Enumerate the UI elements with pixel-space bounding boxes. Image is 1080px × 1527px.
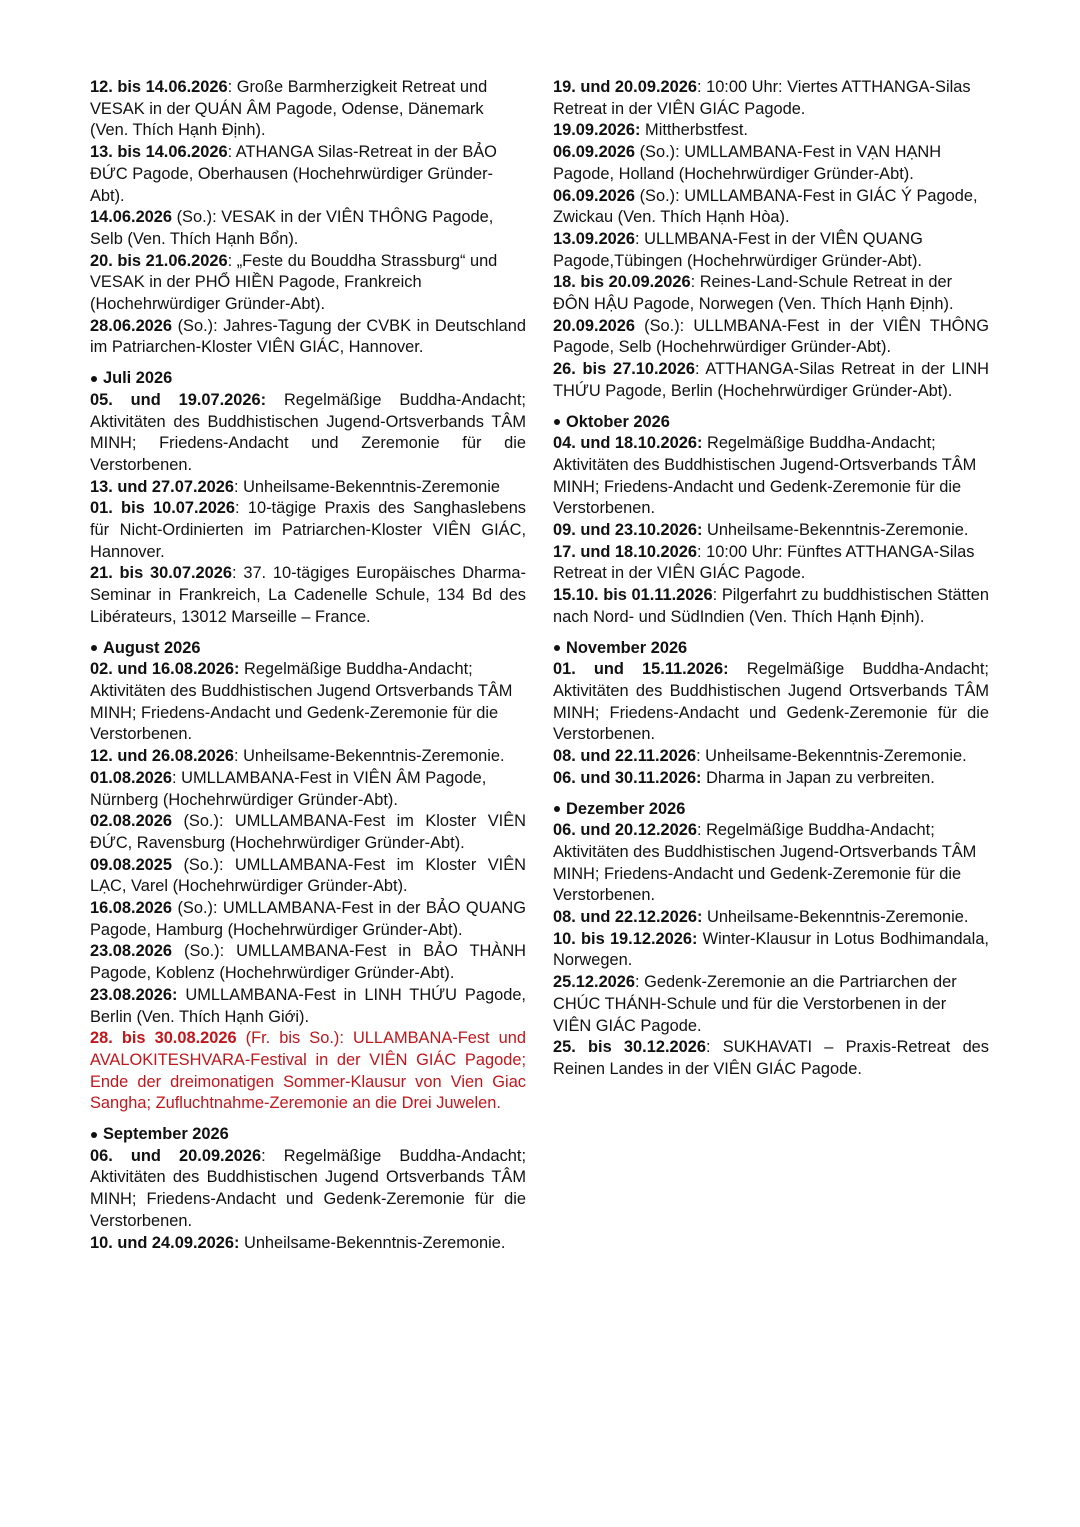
event-entry: 10. und 24.09.2026: Unheilsame-Bekenntnis-Zeremonie.: [90, 1233, 506, 1252]
event-entry: 06. und 20.12.2026: Regelmäßige Buddha-Andacht; Aktivitäten des Buddhistischen Jugend-Ortsverbands TÂM MINH; Friedens-Andacht und Gedenk-Zeremonie für die Verstorbenen.: [553, 821, 977, 905]
event-entry: 28.06.2026 (So.): Jahres-Tagung der CVBK in Deutschland im Patriarchen-Kloster VIÊN GIÁC, Hannover.: [90, 316, 526, 357]
bullet-icon: [554, 806, 560, 812]
event-entry-highlighted: 28. bis 30.08.2026 (Fr. bis So.): ULLAMBANA-Fest und AVALOKITESHVARA-Festival in der VIÊN GIÁC Pagode; Ende der dreimonatigen Sommer-Klausur von Vien Giac Sangha; Zufluchtnahme-Zeremonie an die Drei Juwelen.: [90, 1029, 526, 1113]
event-entry: 08. und 22.11.2026: Unheilsame-Bekenntnis-Zeremonie.: [553, 747, 967, 766]
event-entry: 18. bis 20.09.2026: Reines-Land-Schule Retreat in der ĐÔN HẬU Pagode, Norwegen (Ven. Thích Hạnh Định).: [553, 273, 954, 314]
event-entry: 19. und 20.09.2026: 10:00 Uhr: Viertes ATTHANGA-Silas Retreat in der VIÊN GIÁC Pagode.: [553, 78, 971, 118]
event-entry: 13.09.2026: ULLMBANA-Fest in der VIÊN QUANG Pagode,Tübingen (Hochehrwürdiger Gründer-Abt).: [553, 229, 923, 270]
event-entry: 25. bis 30.12.2026: SUKHAVATI – Praxis-Retreat des Reinen Landes in der VIÊN GIÁC Pagode.: [553, 1038, 989, 1078]
event-entry: 20.09.2026 (So.): ULLMBANA-Fest in der VIÊN THÔNG Pagode, Selb (Hochehrwürdiger Gründer-Abt).: [553, 316, 989, 357]
month-heading-august: August 2026: [90, 638, 526, 660]
event-entry: 01. und 15.11.2026: Regelmäßige Buddha-Andacht; Aktivitäten des Buddhistischen Jugend Ortsverbands TÂM MINH; Friedens-Andacht und Gedenk-Zeremonie für die Verstorbenen.: [553, 660, 989, 744]
event-entry: 10. bis 19.12.2026: Winter-Klausur in Lotus Bodhimandala, Norwegen.: [553, 929, 989, 970]
right-column: [553, 77, 989, 1081]
event-entry: 14.06.2026 (So.): VESAK in der VIÊN THÔNG Pagode, Selb (Ven. Thích Hạnh Bổn).: [90, 208, 494, 248]
event-entry: 21. bis 30.07.2026: 37. 10-tägiges Europäisches Dharma-Seminar in Frankreich, La Cadenelle Schule, 134 Bd des Libérateurs, 13012 Marseille – France.: [90, 564, 526, 626]
month-heading-oktober: Oktober 2026: [553, 412, 989, 434]
bullet-icon: [554, 645, 560, 651]
month-heading-juli: Juli 2026: [90, 368, 526, 390]
event-entry: 09. und 23.10.2026: Unheilsame-Bekenntnis-Zeremonie.: [553, 521, 969, 540]
event-entry: 08. und 22.12.2026: Unheilsame-Bekenntnis-Zeremonie.: [553, 908, 969, 927]
month-heading-november: November 2026: [553, 638, 989, 660]
event-entry: 13. bis 14.06.2026: ATHANGA Silas-Retreat in der BẢO ĐỨC Pagode, Oberhausen (Hochehrwürdiger Gründer-Abt).: [90, 143, 497, 205]
event-entry: 02. und 16.08.2026: Regelmäßige Buddha-Andacht; Aktivitäten des Buddhistischen Jugend Ortsverbands TÂM MINH; Friedens-Andacht und Gedenk-Zeremonie für die Verstorbenen.: [90, 660, 513, 744]
event-entry: 16.08.2026 (So.): UMLLAMBANA-Fest in der BẢO QUANG Pagode, Hamburg (Hochehrwürdiger Gründer-Abt).: [90, 899, 526, 939]
event-entry: 12. und 26.08.2026: Unheilsame-Bekenntnis-Zeremonie.: [90, 747, 505, 766]
event-entry: 05. und 19.07.2026: Regelmäßige Buddha-Andacht; Aktivitäten des Buddhistischen Jugend-Ortsverbands TÂM MINH; Friedens-Andacht und Zeremonie für die Verstorbenen.: [90, 390, 526, 474]
event-entry: 01. bis 10.07.2026: 10-tägige Praxis des Sanghaslebens für Nicht-Ordinierten im Patriarchen-Kloster VIÊN GIÁC, Hannover.: [90, 499, 526, 561]
event-entry: 20. bis 21.06.2026: „Feste du Bouddha Strassburg“ und VESAK in der PHỔ HIỀN Pagode, Frankreich (Hochehrwürdiger Gründer-Abt).: [90, 251, 498, 314]
event-entry: 17. und 18.10.2026: 10:00 Uhr: Fünftes ATTHANGA-Silas Retreat in der VIÊN GIÁC Pagode.: [553, 542, 975, 583]
bullet-icon: [91, 1132, 97, 1138]
event-entry: 13. und 27.07.2026: Unheilsame-Bekenntnis-Zeremonie: [90, 477, 500, 496]
event-entry: 23.08.2026: UMLLAMBANA-Fest in LINH THỨU Pagode, Berlin (Ven. Thích Hạnh Giới).: [90, 985, 526, 1026]
event-entry: 09.08.2025 (So.): UMLLAMBANA-Fest im Kloster VIÊN LẠC, Varel (Hochehrwürdiger Gründer-Abt).: [90, 855, 526, 896]
bullet-icon: [554, 419, 560, 425]
event-entry: 19.09.2026: Mittherbstfest.: [553, 121, 748, 140]
event-entry: 06. und 20.09.2026: Regelmäßige Buddha-Andacht; Aktivitäten des Buddhistischen Jugend Ortsverbands TÂM MINH; Friedens-Andacht und Gedenk-Zeremonie für die Verstorbenen.: [90, 1146, 526, 1230]
event-entry: 06. und 30.11.2026: Dharma in Japan zu verbreiten.: [553, 768, 935, 787]
event-entry: 01.08.2026: UMLLAMBANA-Fest in VIÊN ÂM Pagode, Nürnberg (Hochehrwürdiger Gründer-Abt).: [90, 768, 487, 809]
event-entry: 23.08.2026 (So.): UMLLAMBANA-Fest in BẢO THÀNH Pagode, Koblenz (Hochehrwürdiger Gründer-Abt).: [90, 942, 526, 983]
bullet-icon: [91, 376, 97, 382]
month-heading-september: September 2026: [90, 1124, 526, 1146]
bullet-icon: [91, 645, 97, 651]
left-column: [90, 77, 526, 1254]
month-heading-dezember: Dezember 2026: [553, 799, 989, 821]
event-entry: 15.10. bis 01.11.2026: Pilgerfahrt zu buddhistischen Stätten nach Nord- und SüdIndien (Ven. Thích Hạnh Định).: [553, 586, 989, 626]
event-entry: 06.09.2026 (So.): UMLLAMBANA-Fest in GIÁC Ý Pagode, Zwickau (Ven. Thích Hạnh Hòa).: [553, 186, 978, 227]
event-entry: 26. bis 27.10.2026: ATTHANGA-Silas Retreat in der LINH THỨU Pagode, Berlin (Hochehrwürdiger Gründer-Abt).: [553, 360, 989, 400]
event-entry: 06.09.2026 (So.): UMLLAMBANA-Fest in VẠN HẠNH Pagode, Holland (Hochehrwürdiger Gründer-Abt).: [553, 143, 942, 183]
event-entry: 04. und 18.10.2026: Regelmäßige Buddha-Andacht; Aktivitäten des Buddhistischen Jugend-Ortsverbands TÂM MINH; Friedens-Andacht und Gedenk-Zeremonie für die Verstorbenen.: [553, 434, 977, 518]
event-entry: 12. bis 14.06.2026: Große Barmherzigkeit Retreat und VESAK in der QUÁN ÂM Pagode, Odense, Dänemark (Ven. Thích Hạnh Định).: [90, 78, 488, 140]
event-entry: 25.12.2026: Gedenk-Zeremonie an die Partriarchen der CHÚC THÁNH-Schule und für die Verstorbenen in der VIÊN GIÁC Pagode.: [553, 973, 957, 1035]
event-entry: 02.08.2026 (So.): UMLLAMBANA-Fest im Kloster VIÊN ĐỨC, Ravensburg (Hochehrwürdiger Gründer-Abt).: [90, 812, 526, 852]
